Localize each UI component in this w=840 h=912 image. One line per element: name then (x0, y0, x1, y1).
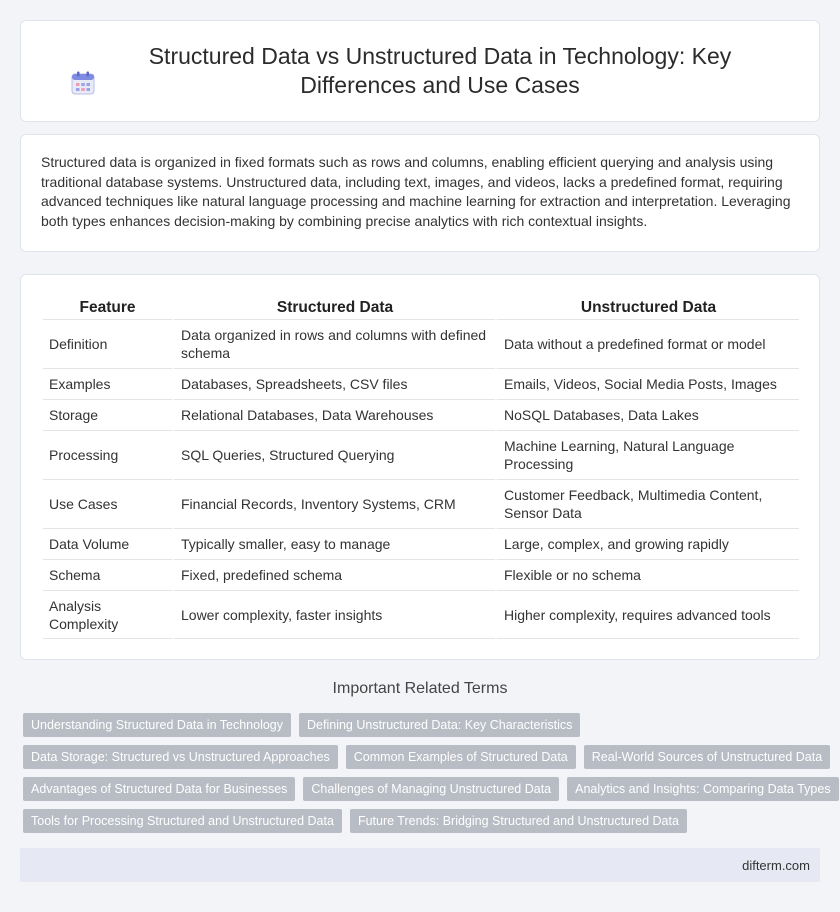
cell-feature: Processing (43, 430, 172, 479)
table-row (43, 528, 799, 559)
footer (20, 848, 820, 882)
related-term-tag[interactable]: Real-World Sources of Unstructured Data (584, 745, 830, 769)
comparison-table (43, 295, 799, 639)
header-feature: Feature (79, 299, 136, 316)
header-structured: Structured Data (172, 295, 495, 319)
intro-paragraph: Structured data is organized in fixed formats such as rows and columns, enabling efficient querying and analysis using traditional database systems. Unstructured data, including text, images, and videos, lacks a predefined format, requiring advanced techniques like natural language processing and machine learning for extraction and interpretation. Leveraging both types enhances decision-making by combining precise analytics with rich contextual insights. (41, 154, 791, 229)
header-unstructured: Unstructured Data (495, 295, 799, 319)
cell-structured: Financial Records, Inventory Systems, CRM (172, 479, 495, 528)
table-row (43, 368, 799, 399)
cell-structured: Data organized in rows and columns with defined schema (172, 319, 495, 368)
cell-structured: Relational Databases, Data Warehouses (172, 399, 495, 430)
table-row (43, 479, 799, 528)
related-term-tag[interactable]: Analytics and Insights: Comparing Data Types (567, 777, 838, 801)
related-term-tag[interactable]: Understanding Structured Data in Technology (23, 713, 291, 737)
cell-unstructured: Customer Feedback, Multimedia Content, Sensor Data (495, 479, 799, 528)
cell-unstructured: Machine Learning, Natural Language Processing (495, 430, 799, 479)
cell-feature: Data Volume (43, 528, 172, 559)
related-terms-heading: Important Related Terms (332, 680, 508, 697)
cell-unstructured: Higher complexity, requires advanced tools (495, 590, 799, 639)
table-row (43, 559, 799, 590)
related-term-tag[interactable]: Common Examples of Structured Data (346, 745, 576, 769)
table-row (43, 319, 799, 368)
table-header-row (43, 295, 799, 319)
intro-card (20, 134, 820, 252)
related-term-tag[interactable]: Defining Unstructured Data: Key Characteristics (299, 713, 580, 737)
cell-feature: Examples (43, 368, 172, 399)
cell-feature: Schema (43, 559, 172, 590)
cell-feature: Definition (43, 319, 172, 368)
table-row (43, 399, 799, 430)
cell-structured: SQL Queries, Structured Querying (172, 430, 495, 479)
cell-feature: Analysis Complexity (43, 590, 172, 639)
table-row (43, 590, 799, 639)
cell-structured: Lower complexity, faster insights (172, 590, 495, 639)
calendar-icon (70, 70, 96, 96)
cell-feature: Storage (43, 399, 172, 430)
page-title: Structured Data vs Unstructured Data in Technology: Key Differences and Use Cases (148, 43, 732, 98)
related-term-tag[interactable]: Challenges of Managing Unstructured Data (303, 777, 559, 801)
cell-structured: Fixed, predefined schema (172, 559, 495, 590)
cell-unstructured: NoSQL Databases, Data Lakes (495, 399, 799, 430)
related-term-tag[interactable]: Advantages of Structured Data for Businesses (23, 777, 295, 801)
footer-site-link[interactable]: difterm.com (742, 857, 810, 873)
related-terms-list (23, 713, 831, 841)
title-card (20, 20, 820, 122)
cell-feature: Use Cases (43, 479, 172, 528)
related-term-tag[interactable]: Data Storage: Structured vs Unstructured Approaches (23, 745, 338, 769)
cell-unstructured: Large, complex, and growing rapidly (495, 528, 799, 559)
related-term-tag[interactable]: Future Trends: Bridging Structured and Unstructured Data (350, 809, 687, 833)
cell-unstructured: Flexible or no schema (495, 559, 799, 590)
cell-structured: Databases, Spreadsheets, CSV files (172, 368, 495, 399)
cell-unstructured: Data without a predefined format or model (495, 319, 799, 368)
cell-structured: Typically smaller, easy to manage (172, 528, 495, 559)
table-row (43, 430, 799, 479)
related-term-tag[interactable]: Tools for Processing Structured and Unstructured Data (23, 809, 342, 833)
cell-unstructured: Emails, Videos, Social Media Posts, Images (495, 368, 799, 399)
comparison-table-card (20, 274, 820, 660)
